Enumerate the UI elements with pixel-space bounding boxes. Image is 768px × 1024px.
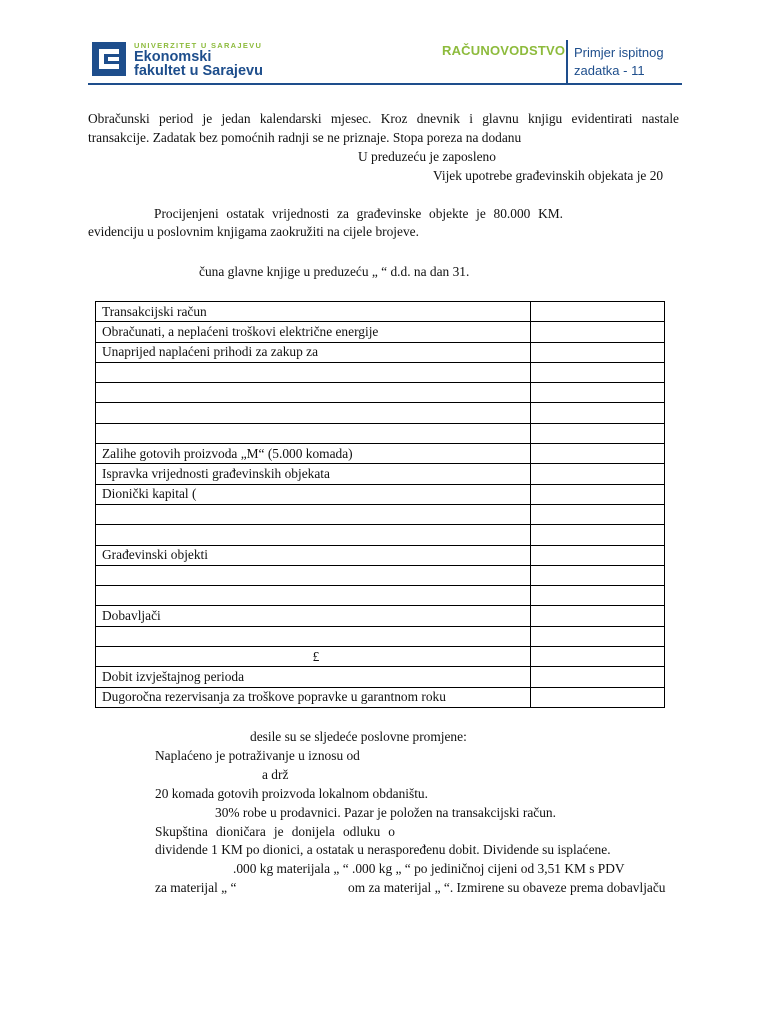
table-row (96, 484, 665, 504)
table-row (96, 383, 665, 403)
account-name: Dobit izvještajnog perioda (96, 667, 531, 687)
changes-line-9b: om za materijal „ “. Izmirene su obaveze prema dobavljaču (348, 880, 666, 895)
account-name: Transakcijski račun (96, 302, 531, 322)
table-row (96, 342, 665, 362)
intro-line-7: čuna glavne knjige u preduzeću „ “ d.d. na dan 31. (199, 264, 470, 279)
account-name (96, 362, 531, 382)
table-row (96, 403, 665, 423)
amount-cell (531, 342, 665, 362)
exam-label-line2: zadatka - 11 (574, 63, 645, 78)
amount-cell (531, 565, 665, 585)
amount-cell (531, 362, 665, 382)
table-row (96, 444, 665, 464)
amount-cell (531, 687, 665, 707)
header-rule (88, 83, 682, 85)
table-row (96, 302, 665, 322)
account-name: Dugoročna rezervisanja za troškove popravke u garantnom roku (96, 687, 531, 707)
amount-cell (531, 647, 665, 667)
changes-line-1: desile su se sljedeće poslovne promjene: (250, 729, 467, 744)
intro-line-2: transakcije. Zadatak bez pomoćnih radnji se ne priznaje. Stopa poreza na dodanu (88, 130, 522, 145)
amount-cell (531, 423, 665, 443)
amount-cell (531, 504, 665, 524)
amount-cell (531, 667, 665, 687)
account-name: Obračunati, a neplaćeni troškovi električne energije (96, 322, 531, 342)
accounts-table (95, 301, 665, 708)
amount-cell (531, 383, 665, 403)
faculty-name-line1: Ekonomski (134, 49, 212, 65)
amount-cell (531, 525, 665, 545)
changes-line-8: .000 kg materijala „ “ .000 kg „ “ po jediničnoj cijeni od 3,51 KM s PDV (233, 861, 625, 876)
account-name (96, 525, 531, 545)
account-name (96, 403, 531, 423)
amount-cell (531, 484, 665, 504)
changes-line-6: Skupština dioničara je donijela odluku o (155, 824, 395, 839)
exam-label-line1: Primjer ispitnog (574, 45, 664, 60)
changes-line-9a: za materijal „ “ (155, 880, 237, 895)
table-row (96, 586, 665, 606)
intro-line-3: U preduzeću je zaposleno (358, 149, 496, 164)
intro-line-6: evidenciju u poslovnim knjigama zaokružiti na cijele brojeve. (88, 224, 419, 239)
changes-line-7: dividende 1 KM po dionici, a ostatak u neraspoređenu dobit. Dividende su isplaćene. (155, 842, 611, 857)
table-row (96, 322, 665, 342)
amount-cell (531, 403, 665, 423)
amount-cell (531, 626, 665, 646)
account-name (96, 626, 531, 646)
amount-cell (531, 545, 665, 565)
table-row (96, 687, 665, 707)
account-name (96, 423, 531, 443)
intro-line-5: Procijenjeni ostatak vrijednosti za građevinske objekte je 80.000 KM. (154, 206, 563, 221)
changes-line-4: 20 komada gotovih proizvoda lokalnom obdaništu. (155, 786, 428, 801)
table-row (96, 464, 665, 484)
account-name: Unaprijed naplaćeni prihodi za zakup za (96, 342, 531, 362)
table-row (96, 606, 665, 626)
account-name (96, 383, 531, 403)
account-name (96, 586, 531, 606)
table-row (96, 647, 665, 667)
table-row (96, 626, 665, 646)
table-row (96, 667, 665, 687)
table-row (96, 525, 665, 545)
table-row (96, 362, 665, 382)
faculty-name-line2: fakultet u Sarajevu (134, 63, 263, 79)
account-name: Ispravka vrijednosti građevinskih objekata (96, 464, 531, 484)
table-row (96, 423, 665, 443)
amount-cell (531, 322, 665, 342)
amount-cell (531, 444, 665, 464)
account-name: Zalihe gotovih proizvoda „M“ (5.000 komada) (96, 444, 531, 464)
table-row (96, 504, 665, 524)
changes-line-5: 30% robe u prodavnici. Pazar je položen na transakcijski račun. (215, 805, 556, 820)
course-title: RAČUNOVODSTVO (442, 43, 566, 58)
faculty-logo-icon (92, 42, 126, 76)
account-name: Građevinski objekti (96, 545, 531, 565)
account-name: £ (96, 647, 531, 667)
header-divider (566, 40, 568, 84)
intro-line-1: Obračunski period je jedan kalendarski mjesec. Kroz dnevnik i glavnu knjigu evidentirati nastale (88, 111, 679, 126)
amount-cell (531, 586, 665, 606)
changes-line-3: a drž (262, 767, 289, 782)
intro-line-4: Vijek upotrebe građevinskih objekata je 20 (433, 168, 664, 183)
university-name: UNIVERZITET U SARAJEVU (134, 41, 263, 50)
amount-cell (531, 606, 665, 626)
account-name: Dionički kapital ( (96, 484, 531, 504)
table-row (96, 565, 665, 585)
table-row (96, 545, 665, 565)
account-name: Dobavljači (96, 606, 531, 626)
account-name (96, 504, 531, 524)
changes-line-2: Naplaćeno je potraživanje u iznosu od (155, 748, 360, 763)
account-name (96, 565, 531, 585)
amount-cell (531, 302, 665, 322)
amount-cell (531, 464, 665, 484)
